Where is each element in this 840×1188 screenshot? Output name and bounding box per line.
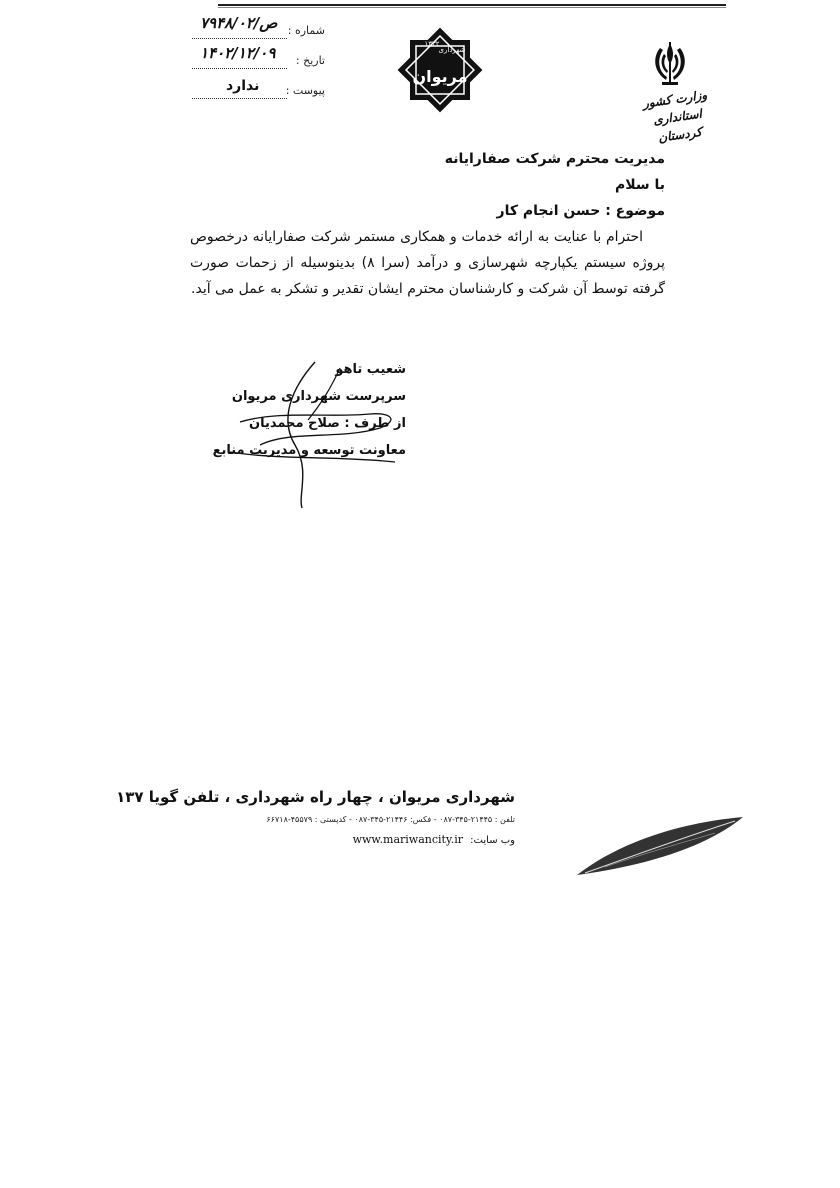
meta-date-row bbox=[180, 44, 325, 74]
signer-name: شعیب تاهو bbox=[335, 362, 406, 377]
meta-date-label: تاریخ : bbox=[295, 54, 325, 67]
meta-number-row bbox=[180, 14, 325, 44]
footer-website bbox=[170, 830, 515, 851]
municipality-logo bbox=[392, 16, 488, 124]
ministry-line2: استانداری کردستان bbox=[652, 106, 703, 145]
meta-number-label: شماره : bbox=[287, 24, 325, 37]
letter-metadata bbox=[180, 14, 325, 104]
meta-number-dots bbox=[192, 38, 287, 39]
footer-website-url[interactable]: www.mariwancity.ir bbox=[352, 833, 463, 846]
footer-website-label: وب سایت: bbox=[470, 835, 515, 846]
signer-title: سرپرست شهرداری مریوان bbox=[231, 389, 406, 404]
ministry-caption bbox=[627, 84, 729, 151]
meta-attachment-label: پیوست : bbox=[285, 84, 325, 97]
meta-date-value: ۱۴۰۲/۱۲/۰۹ bbox=[200, 44, 276, 62]
logo-text: مریوان bbox=[412, 67, 468, 86]
subject: موضوع : حسن انجام کار bbox=[496, 203, 665, 219]
meta-attachment-row bbox=[180, 74, 325, 104]
logo-year: ۱۳۳۲ bbox=[424, 40, 440, 48]
iran-emblem-icon bbox=[648, 40, 692, 88]
footer-address: شهرداری مریوان ، چهار راه شهرداری ، تلفن گویا ۱۳۷ bbox=[116, 788, 515, 806]
logo-subtext: شهرداری bbox=[438, 46, 466, 54]
signer-department: معاونت توسعه و مدیریت منابع bbox=[212, 443, 406, 458]
meta-attachment-value: ندارد bbox=[226, 78, 260, 94]
feather-decoration-icon bbox=[575, 815, 745, 880]
greeting: با سلام bbox=[614, 177, 665, 193]
top-rule bbox=[218, 4, 726, 6]
signer-from: از طرف : صلاح محمدیان bbox=[249, 416, 406, 431]
handwritten-signature bbox=[212, 360, 420, 510]
top-rule-thin bbox=[218, 7, 726, 8]
meta-attachment-dots bbox=[192, 98, 287, 99]
letter-paragraph: احترام با عنایت به ارائه خدمات و همکاری مستمر شرکت صفارایانه درخصوص پروژه سیستم یکپارچه شهرسازی و درآمد (سرا ۸) بدینوسیله از زحمات صورت گرفته توسط آن شرکت و کارشناسان محترم ایشان تقدیر و تشکر به عمل می آید. bbox=[190, 229, 666, 297]
letter-footer bbox=[116, 784, 515, 851]
letter-body bbox=[190, 146, 665, 302]
meta-date-dots bbox=[192, 68, 287, 69]
ministry-line1: وزارت کشور bbox=[642, 87, 708, 111]
recipient: مدیریت محترم شرکت صفارایانه bbox=[444, 151, 665, 167]
meta-number-value: ص/۷۹۴۸/۰۲ bbox=[200, 14, 278, 32]
footer-contacts: تلفن : ۲۱۴۴۵-۳۴۵-۰۸۷ - فکس: ۲۱۴۴۶-۳۴۵-۰۸۷ - کدپستی : ۴۵۵۷۹-۶۶۷۱۸ bbox=[266, 815, 515, 824]
